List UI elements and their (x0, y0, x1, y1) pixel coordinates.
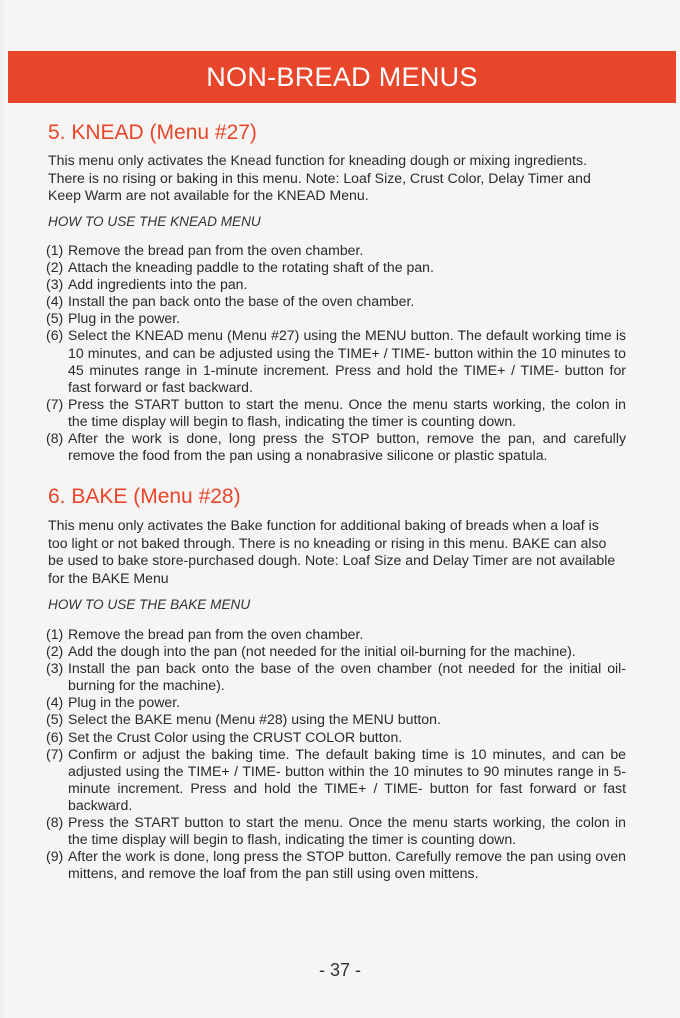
knead-howto-heading: HOW TO USE THE KNEAD MENU (48, 214, 261, 229)
list-item (46, 694, 626, 711)
step-number: (3) (46, 660, 64, 677)
step-text: Select the BAKE menu (Menu #28) using the MENU button. (68, 711, 441, 728)
bake-steps-list (46, 626, 626, 882)
bake-section-title: 6. BAKE (Menu #28) (48, 485, 241, 508)
step-text: Press the START button to start the menu. Once the menu starts working, the colon in the time display will begin to flash, indicating the timer is counting down. (68, 395, 626, 429)
list-item (46, 848, 626, 882)
step-text: After the work is done, long press the STOP button, remove the pan, and carefully remove the food from the pan using a nonabrasive silicone or plastic spatula. (68, 430, 626, 464)
step-number: (2) (46, 643, 64, 660)
step-text: Remove the bread pan from the oven chamber. (68, 242, 364, 258)
step-number: (3) (46, 276, 64, 293)
list-item (46, 746, 626, 814)
bake-intro: This menu only activates the Bake function for additional baking of breads when a loaf is too light or not baked through. There is no kneading or rising in this menu. BAKE can also be used to bake store-purchased dough. Note: Loaf Size and Delay Timer are not available for the BAKE Menu (48, 517, 616, 586)
step-text: After the work is done, long press the STOP button. Carefully remove the pan using oven mittens, and remove the loaf from the pan still using oven mittens. (68, 848, 626, 882)
bake-howto-heading: HOW TO USE THE BAKE MENU (48, 597, 251, 612)
step-number: (6) (46, 728, 64, 745)
list-item (46, 276, 626, 293)
step-text: Select the KNEAD menu (Menu #27) using the MENU button. The default working time is 10 minutes, and can be adjusted using the TIME+ / TIME- button within the 10 minutes to 45 minutes range in 1-minute increment. Press and hold the TIME+ / TIME- button for fast forward or fast backward. (68, 327, 626, 395)
list-item (46, 310, 626, 327)
page-number: - 37 - (318, 960, 361, 980)
step-text: Add the dough into the pan (not needed for the initial oil-burning for the machine). (68, 643, 576, 660)
step-number: (1) (46, 242, 64, 258)
step-text: Plug in the power. (68, 694, 181, 711)
step-text: Attach the kneading paddle to the rotating shaft of the pan. (68, 259, 434, 276)
step-text: Set the Crust Color using the CRUST COLOR button. (68, 728, 403, 745)
list-item (46, 814, 626, 848)
banner-title: NON-BREAD MENUS (206, 61, 478, 92)
knead-steps-list (46, 242, 626, 464)
list-item (46, 711, 626, 728)
step-number: (7) (46, 745, 64, 762)
knead-intro: This menu only activates the Knead function for kneading dough or mixing ingredients. There is no rising or baking in this menu. Note: Loaf Size, Crust Color, Delay Timer and Keep Warm are not available for the KNEAD Menu. (48, 152, 591, 204)
step-text: Press the START button to start the menu. Once the menu starts working, the colon in the time display will begin to flash, indicating the timer is counting down. (68, 814, 626, 848)
step-number: (1) (46, 626, 64, 642)
step-number: (4) (46, 293, 64, 310)
step-text: Install the pan back onto the base of the oven chamber (not needed for the initial oil-burning for the machine). (68, 660, 626, 694)
step-number: (5) (46, 711, 64, 728)
list-item (46, 242, 626, 259)
step-text: Add ingredients into the pan. (68, 276, 248, 293)
step-number: (9) (46, 848, 64, 865)
section-banner (8, 51, 676, 103)
step-number: (5) (46, 310, 64, 327)
list-item (46, 626, 626, 643)
step-number: (6) (46, 327, 64, 344)
step-number: (8) (46, 430, 64, 447)
list-item (46, 660, 626, 694)
list-item (46, 643, 626, 660)
list-item (46, 293, 626, 310)
step-number: (8) (46, 814, 64, 831)
step-number: (4) (46, 694, 64, 711)
knead-section-title: 5. KNEAD (Menu #27) (48, 121, 257, 144)
step-number: (7) (46, 395, 64, 412)
step-number: (2) (46, 259, 64, 276)
step-text: Confirm or adjust the baking time. The default baking time is 10 minutes, and can be adjusted using the TIME+ / TIME- button within the 10 minutes to 90 minutes range in 5-minute increment. Press and hold the TIME+ / TIME- button for fast forward or fast backward. (68, 745, 626, 813)
list-item (46, 259, 626, 276)
list-item (46, 430, 626, 464)
step-text: Plug in the power. (68, 310, 181, 327)
list-item (46, 327, 626, 395)
step-text: Install the pan back onto the base of the oven chamber. (68, 293, 415, 310)
step-text: Remove the bread pan from the oven chamber. (68, 626, 364, 642)
list-item (46, 396, 626, 430)
list-item (46, 729, 626, 746)
